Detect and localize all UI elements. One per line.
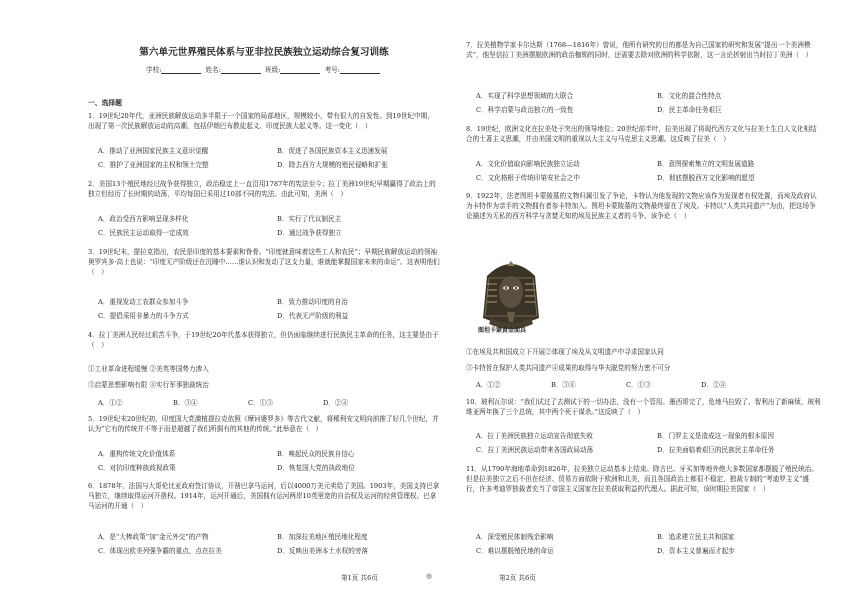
q6-option-a[interactable]: A．是“大棒政策”加“金元外交”的产物: [98, 533, 209, 541]
q11-option-d[interactable]: D．资本主义普遍而才起步: [657, 547, 735, 556]
question-7-stem: 7．拉美植物学家卡尔达斯（1768—1816年）曾说，他所有研究的目的都是为自己国家的研究和发展“提出一个美洲模式”，他坚信拉丁美洲摆脱欧洲的政治枷锁的同时，还需要去除对欧洲的科学依附，这一言论折射出当时拉丁美洲（ ）: [466, 41, 813, 60]
question-11-options: [466, 532, 822, 556]
q4-option-b[interactable]: B．③④: [173, 399, 198, 407]
q7-option-a[interactable]: A．实现了科学思想领域的大联合: [476, 92, 574, 100]
q2-option-d[interactable]: D．通过战争获得独立: [277, 229, 342, 238]
footer-page-right: 第2页 共6页: [499, 574, 536, 582]
question-2-options: [88, 214, 440, 238]
question-7-options: [466, 91, 822, 115]
question-5-stem: 5．19世纪末20世纪初，印度国大党激植提拉克依照《摩诃婆罗多》等古代文献，将稀利安文明向前推了好几个世纪，并认为“它有的传统并不等于而是超越了我们所拥有的其他的传统。”此举意在（ ）: [88, 415, 439, 434]
q7-option-b[interactable]: B．文化的混合性特点: [657, 92, 722, 100]
name-blank[interactable]: [221, 66, 261, 74]
footer-separator: ◎: [426, 572, 432, 580]
q10-option-b[interactable]: B．门罗主义是造成这一现象的根本原因: [657, 432, 774, 440]
q5-option-c[interactable]: C．对抗印度种族歧视政策: [98, 464, 176, 473]
question-8-stem: 8．19世纪，欧洲文化在拉美处于突出的领导地位；20世纪前半叶，拉美出现了将现代西方文化与拉美土生白人文化相结合的土著主义思潮，并由美国文明的重视以大主义与马克思主义思潮。这反映了拉美（ ）: [466, 125, 817, 144]
q1-option-d[interactable]: D．除去西方大规模的殖民侵略和扩张: [277, 161, 388, 170]
q6-option-d[interactable]: D．反映出美洲本土水权的旁落: [277, 547, 369, 556]
q7-option-d[interactable]: D．民主革命任务艰巨: [657, 106, 722, 115]
footer-page-left: 第1页 共6页: [341, 574, 378, 582]
q4-option-a[interactable]: A．①②: [98, 399, 123, 407]
question-9-options: [466, 380, 766, 390]
q1-option-c[interactable]: C．推护了亚洲国家的主权和领土完整: [98, 161, 209, 170]
q10-option-d[interactable]: D．拉美面临着艰巨的民族民主革命任务: [657, 446, 775, 455]
q7-option-c[interactable]: C．科学启蒙与政治独立的一致性: [476, 106, 574, 115]
q8-option-d[interactable]: D．彻底摆脱西方文化影响的愿望: [657, 174, 755, 183]
q3-option-b[interactable]: B．致力推动印度的自治: [277, 298, 348, 306]
question-11-stem: 11．从1790年海地革命到1826年，拉美独立运动基本上结束。除古巴、牙买加等地外绝大多数国家都摆脱了殖民统治。但是拉美独立之后不但在经济、贸易方面依附于欧洲和北美，而且各国政治上都很不稳定，独裁专制的“考迪罗主义”盛行，许多考迪罗独裁者充当了帝国主义国家在拉美获取利益的代理人。据此可知，该时期拉美国家（ ）: [466, 465, 818, 494]
q9-option-c[interactable]: C．①③: [626, 381, 651, 389]
q9-option-a[interactable]: A．①②: [476, 381, 501, 389]
q5-option-a[interactable]: A．重构传统文化价值体系: [98, 450, 176, 458]
q6-option-b[interactable]: B．加深拉美地区殖民地化程度: [277, 533, 368, 541]
q5-option-b[interactable]: B．唤起民众的民族自信心: [277, 450, 355, 458]
question-4-options: [88, 398, 388, 408]
name-label: 姓名:: [205, 66, 221, 74]
q3-option-c[interactable]: C．提倡采用非暴力的斗争方式: [98, 312, 189, 321]
question-5-options: [88, 449, 440, 473]
q6-option-c[interactable]: C．体现出欧美列强争霸的重点，点在拉美: [98, 547, 222, 556]
q10-option-c[interactable]: C．拉丁美洲民族运动带来各国政局动荡: [476, 446, 594, 455]
q3-option-d[interactable]: D．代表无产阶级的利益: [277, 312, 349, 321]
q9-option-b[interactable]: B．③④: [551, 381, 576, 389]
question-9-item-line-1: ①在埃及共和国成立下开展②体现了埃及从文明遗产中寻求国家认同: [466, 348, 664, 356]
page-title: 第六单元世界殖民体系与亚非拉民族独立运动综合复习训练: [139, 47, 389, 58]
question-10-stem: 10．玻利瓦尔说：“我们试过了去测试下的一切办法，没有一个管用。墨西哥完了，危地马拉毁了，智利出了新麻烦，玻利维亚两年换了三个总统，其中两个死于谋杀。”这反映了（ ）: [466, 398, 821, 417]
question-6-options: [88, 532, 440, 556]
q8-option-c[interactable]: C．文化格根于传统印第安社会之中: [476, 174, 580, 183]
class-blank[interactable]: [280, 66, 320, 74]
q11-option-c[interactable]: C．难以摆脱殖民地的命运: [476, 547, 554, 556]
q5-option-d[interactable]: D．恢复国大党的执政地位: [277, 464, 355, 473]
exam-number-blank[interactable]: [340, 66, 380, 74]
student-info-line: [88, 64, 440, 74]
question-3-options: [88, 297, 440, 321]
q8-option-a[interactable]: A．文化价值取向影响民族独立运动: [476, 160, 580, 168]
q3-option-a[interactable]: A．重视发动工农群众参加斗争: [98, 298, 189, 306]
question-3-stem: 3．19世纪末，提拉克指出，农民是印度的基本要素和脊骨。“印度就意味着这些工人和农民”；早期民族解放运动的领袖奥罗宾多·高士也说：“印度无产阶级还在沉睡中……谁认识和发动了这支力量，谁就能掌握国家未来的命运”。这表明他们（ ）: [88, 248, 440, 277]
question-9-item-line-2: ③卡特旨在保护人类共同遗产④成果的取得与华夫脱党的努力密不可分: [466, 364, 671, 372]
question-10-options: [466, 431, 822, 455]
school-label: 学校:: [145, 66, 162, 74]
q4-option-d[interactable]: D．②④: [323, 399, 349, 407]
class-label: 班级:: [265, 66, 281, 74]
question-1-options: [88, 146, 440, 170]
q2-option-b[interactable]: B．实行了代议制民主: [277, 215, 342, 223]
question-1-stem: 1．19世纪20年代，亚洲民族解放运动多半限于一个国家的局部地区，规模较小，带有很大的自发性。到19世纪中期，出现了第一次民族解放运动的高潮，包括伊朗巴布教徒起义、印度民族大起义等。这一变化（ ）: [88, 112, 434, 131]
question-6-stem: 6．1878年，法国与大哥伦比亚政府签订协议，开凿巴拿马运河，后以4000万美元卖给了美国。1903年，美国支持巴拿马独立，继续取得运河开凿权。1914年，运河开通后，美国拥有运河两岸10英里宽的自治权及运河的经营管理权。巴拿马运河的开通（ ）: [88, 482, 440, 511]
question-2-stem: 2．美国13个殖民地经过战争获得独立，政治稳定上一直沿用1787年的宪法至今；拉丁美洲19世纪早期赢得了政治上的独立但经历了长时期的动荡，平均每国已采用过10部不同的宪法。由此可知，美洲（ ）: [88, 180, 436, 199]
mask-caption: 图坦卡蒙黄金面具: [478, 327, 527, 334]
q4-option-c[interactable]: C．①③: [248, 399, 273, 407]
q8-option-b[interactable]: B．意图探索集立的文明发展道路: [657, 160, 755, 168]
question-4-item-line-1: ①工业革命进程缓慢 ②美英等国势力渗入: [88, 365, 209, 373]
q2-option-a[interactable]: A．政治受西方影响呈现多样化: [98, 215, 189, 223]
question-8-options: [466, 159, 822, 183]
question-9-stem: 9．1922年，法老图坦卡蒙陵墓的文物归属引发了争论，卡特认为他发现的文物应该作为发现者有权处置，而埃及政府认为卡特作为亲手的文物拥有者参卡特加入。图坦卡蒙陵墓的文物最终留在了埃及。卡特以“人类共同遗产”为由，把这场争论描述为无私的西方科学与贪婪无知的埃及民族主义者的斗争。该争论（ ）: [466, 192, 817, 221]
exam-number-label: 考号:: [324, 66, 340, 74]
section-heading: 一、选择题: [88, 99, 122, 107]
q1-option-a[interactable]: A．推动了亚洲国家民族主义意识觉醒: [98, 147, 209, 155]
q2-option-c[interactable]: C．民族民主运动取得一定成效: [98, 229, 189, 238]
q11-option-b[interactable]: B．追求建立民主共和国家: [657, 533, 735, 541]
q11-option-a[interactable]: A．深受殖民体制残余影响: [476, 533, 554, 541]
question-4-item-line-2: ③启蒙思想影响有限 ④实行军事独裁统治: [88, 381, 209, 389]
q10-option-a[interactable]: A．拉丁美洲民族独立运动宣告彻底失败: [476, 432, 593, 440]
q1-option-b[interactable]: B．促进了各国民族资本主义迅速发展: [277, 147, 388, 155]
school-blank[interactable]: [161, 66, 201, 74]
q9-option-d[interactable]: D．②④: [701, 381, 727, 389]
question-4-stem: 4．拉丁美洲人民经过艰苦斗争，于19世纪20年代基本获得独立，但仍面临继续进行民族民主革命的任务，这主要是由于（ ）: [88, 331, 439, 350]
